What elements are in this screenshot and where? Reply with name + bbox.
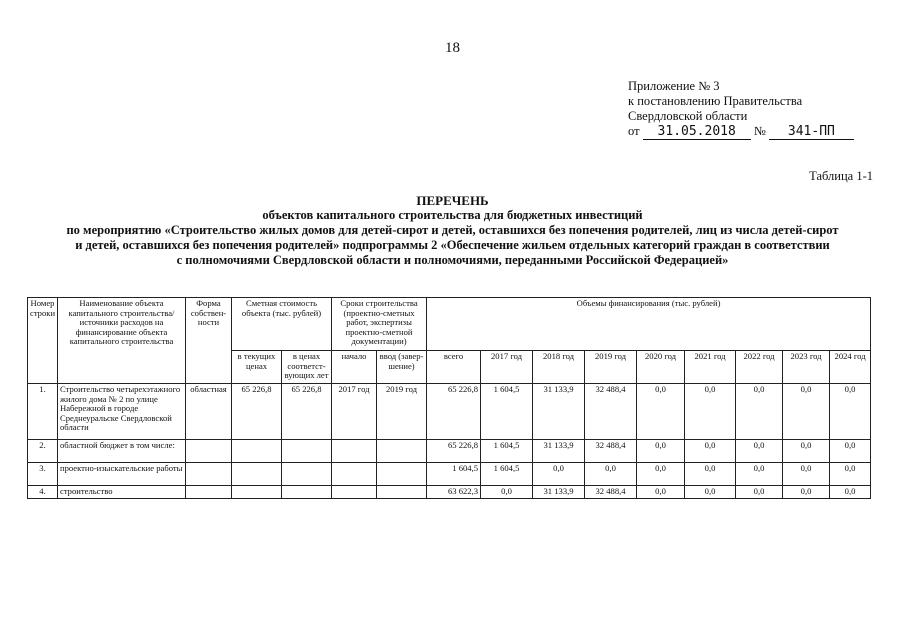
header-2020: 2020 год — [637, 351, 685, 384]
row-2022: 0,0 — [736, 463, 783, 486]
row-2017: 1 604,5 — [481, 384, 533, 440]
row-2018: 31 133,9 — [533, 440, 585, 463]
row-2020: 0,0 — [637, 384, 685, 440]
row-name: Строительство четырехэтажного жилого дома № 2 по улице Набережной в городе Среднеуральске Свердловской области — [58, 384, 186, 440]
heading-line-2: объектов капитального строительства для бюджетных инвестиций — [262, 208, 643, 222]
heading-line-3: по мероприятию «Строительство жилых домов для детей-сирот и детей, оставшихся без попечения родителей, лиц из числа детей-сирот — [66, 223, 839, 237]
page-number: 18 — [445, 40, 460, 56]
row-ownership — [186, 440, 232, 463]
row-2017: 0,0 — [481, 486, 533, 499]
row-2017: 1 604,5 — [481, 463, 533, 486]
table-row — [28, 384, 871, 440]
capital-construction-table — [27, 297, 871, 499]
header-2024: 2024 год — [830, 351, 871, 384]
row-start — [332, 463, 377, 486]
row-end — [377, 463, 427, 486]
from-label: от — [628, 124, 640, 138]
row-2023: 0,0 — [783, 384, 830, 440]
row-cost-years — [282, 486, 332, 499]
row-cost-current — [232, 486, 282, 499]
row-2018: 31 133,9 — [533, 384, 585, 440]
appendix-block — [628, 79, 854, 140]
header-year-prices: в ценах соответст-вующих лет — [282, 351, 332, 384]
table-row — [28, 440, 871, 463]
row-number: 1. — [28, 384, 58, 440]
row-number: 3. — [28, 463, 58, 486]
header-2022: 2022 год — [736, 351, 783, 384]
appendix-line-2: к постановлению Правительства — [628, 94, 803, 108]
header-2018: 2018 год — [533, 351, 585, 384]
header-2017: 2017 год — [481, 351, 533, 384]
row-start — [332, 486, 377, 499]
row-2017: 1 604,5 — [481, 440, 533, 463]
row-cost-years — [282, 463, 332, 486]
appendix-line-3: Свердловской области — [628, 109, 748, 123]
number-label: № — [753, 124, 766, 138]
header-total: всего — [427, 351, 481, 384]
row-2024: 0,0 — [830, 463, 871, 486]
row-2020: 0,0 — [637, 440, 685, 463]
row-2018: 31 133,9 — [533, 486, 585, 499]
row-2019: 32 488,4 — [585, 384, 637, 440]
header-2019: 2019 год — [585, 351, 637, 384]
header-2023: 2023 год — [783, 351, 830, 384]
row-number: 4. — [28, 486, 58, 499]
resolution-date: 31.05.2018 — [643, 125, 751, 140]
row-2023: 0,0 — [783, 440, 830, 463]
row-end: 2019 год — [377, 384, 427, 440]
table-row — [28, 463, 871, 486]
row-2023: 0,0 — [783, 463, 830, 486]
header-current-prices: в текущих ценах — [232, 351, 282, 384]
row-name: строительство — [58, 486, 186, 499]
row-ownership — [186, 463, 232, 486]
heading-line-4: и детей, оставшихся без попечения родителей» подпрограммы 2 «Обеспечение жильем отдельных категорий граждан в соответствии — [75, 238, 830, 252]
row-cost-current: 65 226,8 — [232, 384, 282, 440]
header-2021: 2021 год — [685, 351, 736, 384]
header-object-name: Наименование объекта капитального строительства/ источники расходов на финансирование объекта капитального строительства — [58, 298, 186, 384]
appendix-signature-row — [628, 124, 854, 140]
row-start: 2017 год — [332, 384, 377, 440]
row-ownership — [186, 486, 232, 499]
row-2019: 32 488,4 — [585, 440, 637, 463]
row-2024: 0,0 — [830, 486, 871, 499]
row-cost-current — [232, 463, 282, 486]
header-row-number: Номер строки — [28, 298, 58, 384]
appendix-line-1: Приложение № 3 — [628, 79, 720, 93]
table-label: Таблица 1-1 — [809, 169, 873, 183]
row-2021: 0,0 — [685, 463, 736, 486]
row-2022: 0,0 — [736, 440, 783, 463]
row-2024: 0,0 — [830, 440, 871, 463]
row-2023: 0,0 — [783, 486, 830, 499]
header-estimated-cost: Сметная стоимость объекта (тыс. рублей) — [232, 298, 332, 351]
row-2020: 0,0 — [637, 463, 685, 486]
resolution-number: 341-ПП — [769, 125, 854, 140]
row-2021: 0,0 — [685, 440, 736, 463]
row-end — [377, 486, 427, 499]
heading-title: ПЕРЕЧЕНЬ — [416, 193, 489, 208]
row-start — [332, 440, 377, 463]
row-total: 65 226,8 — [427, 440, 481, 463]
document-heading — [0, 193, 905, 268]
row-number: 2. — [28, 440, 58, 463]
row-total: 1 604,5 — [427, 463, 481, 486]
row-cost-years: 65 226,8 — [282, 384, 332, 440]
row-name: областной бюджет в том числе: — [58, 440, 186, 463]
row-cost-current — [232, 440, 282, 463]
row-2021: 0,0 — [685, 486, 736, 499]
table-row — [28, 486, 871, 499]
row-2022: 0,0 — [736, 384, 783, 440]
row-total: 63 622,3 — [427, 486, 481, 499]
row-cost-years — [282, 440, 332, 463]
row-name: проектно-изыскательские работы — [58, 463, 186, 486]
row-2018: 0,0 — [533, 463, 585, 486]
header-start: начало — [332, 351, 377, 384]
row-2022: 0,0 — [736, 486, 783, 499]
row-2024: 0,0 — [830, 384, 871, 440]
row-end — [377, 440, 427, 463]
heading-line-5: с полномочиями Свердловской области и полномочиями, переданными Российской Федерацией» — [176, 253, 729, 267]
header-funding: Объемы финансирования (тыс. рублей) — [427, 298, 871, 351]
row-2019: 0,0 — [585, 463, 637, 486]
header-ownership: Форма собствен-ности — [186, 298, 232, 384]
header-deadlines: Сроки строительства (проектно-сметных работ, экспертизы проектно-сметной документации) — [332, 298, 427, 351]
row-total: 65 226,8 — [427, 384, 481, 440]
row-ownership: областная — [186, 384, 232, 440]
header-commissioning: ввод (завер-шение) — [377, 351, 427, 384]
row-2020: 0,0 — [637, 486, 685, 499]
row-2021: 0,0 — [685, 384, 736, 440]
row-2019: 32 488,4 — [585, 486, 637, 499]
